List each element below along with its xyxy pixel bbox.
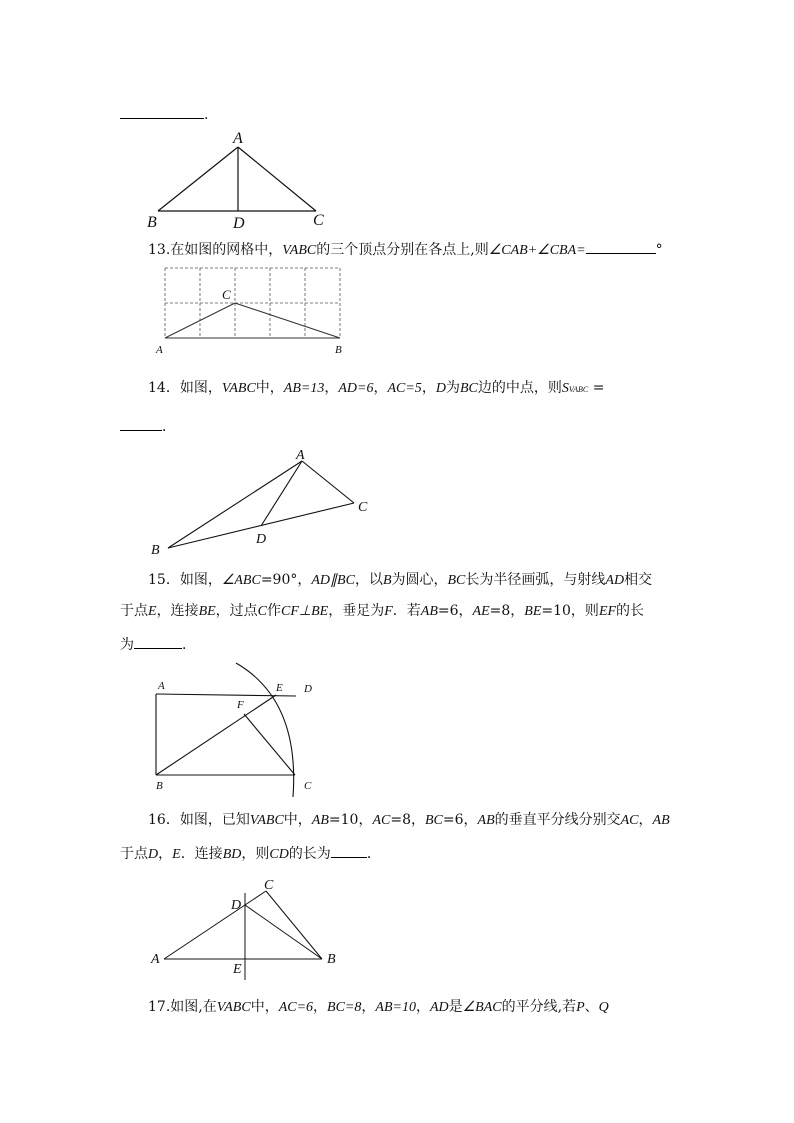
condition-ac: AC=5 — [387, 381, 422, 396]
question-text: ， — [361, 999, 376, 1015]
question-number: 13 — [148, 242, 166, 258]
label-b: B — [147, 214, 157, 231]
label-a: A — [233, 130, 243, 147]
period: ． — [182, 637, 196, 653]
figure-12-triangle — [158, 147, 316, 211]
answer-blank — [331, 845, 367, 858]
question-text: 中， — [250, 999, 279, 1015]
figure-13-grid — [165, 268, 340, 338]
segment-bc: BC — [447, 573, 466, 588]
question-number: 16 — [148, 812, 166, 828]
question-text: ， — [158, 846, 173, 862]
segment-ab: AB — [311, 813, 329, 828]
question-text: ，过点 — [215, 603, 258, 619]
question-text: ．如图， — [165, 572, 222, 588]
question-text: ， — [638, 812, 653, 828]
triangle-notation: VABC — [282, 243, 317, 258]
question-text: =6， — [442, 812, 478, 828]
edge-ac — [164, 891, 266, 959]
segment-ab: AB — [420, 604, 438, 619]
point-c: C — [257, 604, 268, 619]
period: . — [204, 107, 209, 123]
question-16-line-2 — [120, 845, 381, 862]
triangle-notation: VABC — [216, 1000, 251, 1015]
label-b: B — [156, 780, 163, 792]
question-text: 为 — [120, 637, 134, 653]
angle-notation: ∠BAC — [462, 1000, 502, 1015]
question-text: 中， — [255, 380, 284, 396]
equals-sign: = — [592, 380, 605, 396]
parallel-notation: AD∥BC — [311, 573, 355, 588]
segment-bc: BC — [459, 381, 478, 396]
question-text: 的长 — [616, 603, 645, 619]
question-text: 为圆心， — [391, 572, 448, 588]
question-text: ，以 — [354, 572, 383, 588]
question-text: =6， — [437, 603, 473, 619]
condition-bc: BC=8 — [327, 1000, 362, 1015]
segment-ac: AC — [372, 813, 391, 828]
question-text: =8， — [489, 603, 525, 619]
question-text: ．连接 — [180, 846, 223, 862]
question-text: ．若 — [392, 603, 421, 619]
question-text: 的长为 — [288, 846, 331, 862]
segment-cf — [244, 714, 295, 775]
figure-15 — [156, 663, 296, 797]
area-subscript: VABC — [568, 385, 589, 394]
condition-ad: AD=6 — [338, 381, 374, 396]
question-text: ， — [313, 999, 328, 1015]
point-p: P — [576, 1000, 585, 1015]
label-e: E — [233, 962, 242, 977]
question-15-line-3 — [120, 636, 196, 652]
segment-cd: CD — [269, 847, 289, 862]
question-number: 14 — [148, 380, 166, 396]
answer-blank — [134, 636, 182, 649]
question-number: 17 — [148, 999, 166, 1015]
label-d: D — [233, 215, 245, 232]
question-text: 长为半径画弧，与射线 — [465, 572, 606, 588]
edge-ab — [158, 147, 238, 211]
condition-ab: AB=13 — [283, 381, 325, 396]
figure-16 — [164, 891, 322, 980]
figure-13-triangle — [165, 303, 340, 338]
question-text: 是 — [448, 999, 463, 1015]
angle-expression: ∠CAB+∠CBA= — [488, 243, 586, 258]
edge-bc — [266, 891, 322, 959]
question-text: ，则 — [241, 846, 270, 862]
question-text: 于点 — [120, 603, 148, 619]
condition-ac: AC=6 — [278, 1000, 314, 1015]
edge-ac — [238, 147, 316, 211]
question-17 — [148, 1000, 609, 1015]
label-e: E — [276, 682, 283, 694]
segment-ad: AD — [429, 1000, 449, 1015]
question-15-line-2 — [120, 604, 644, 619]
segment-be — [156, 695, 276, 775]
label-a: A — [296, 448, 305, 463]
segment-ef: EF — [598, 604, 617, 619]
question-text: .在如图的网格中， — [165, 242, 283, 258]
label-a: A — [158, 680, 165, 692]
label-b: B — [327, 952, 336, 967]
point-d: D — [435, 381, 446, 396]
arc — [236, 663, 294, 797]
label-b: B — [151, 543, 160, 558]
point-f: F — [384, 604, 393, 619]
question-text: 中， — [283, 812, 312, 828]
question-text: .如图,在 — [165, 999, 217, 1015]
question-16-line-1 — [148, 813, 670, 828]
perpendicular-notation: CF⊥BE — [281, 604, 329, 619]
segment-ab: AB — [477, 813, 495, 828]
segment-be: BE — [198, 604, 216, 619]
degree-symbol: ° — [655, 242, 663, 258]
question-text: ．如图， — [165, 380, 222, 396]
question-text: 作 — [267, 603, 282, 619]
question-text: =10，则 — [541, 603, 599, 619]
label-f: F — [237, 699, 244, 711]
question-14: 14．如图，VABC中，AB=13，AD=6，AC=5，D为BC边的中点，则SVABC = — [148, 380, 605, 396]
triangle-notation: VABC — [249, 813, 284, 828]
label-c: C — [313, 212, 324, 229]
question-text: ， — [415, 999, 430, 1015]
label-c: C — [222, 287, 231, 302]
question-text: 边的中点，则 — [477, 380, 562, 396]
label-d: D — [231, 898, 242, 913]
segment-bd — [245, 905, 322, 959]
point-d: D — [148, 847, 159, 862]
label-c: C — [358, 500, 368, 515]
segment-ae: AE — [472, 604, 490, 619]
label-a: A — [156, 344, 163, 356]
ray-ad: AD — [605, 573, 625, 588]
answer-blank — [586, 241, 656, 254]
label-c: C — [304, 780, 312, 792]
segment-bd: BD — [222, 847, 242, 862]
point-q: Q — [598, 1000, 609, 1015]
question-text: ．如图，已知 — [165, 812, 250, 828]
point-b: B — [382, 573, 392, 588]
label-c: C — [264, 878, 274, 893]
label-b: B — [335, 344, 342, 356]
question-13 — [148, 241, 663, 258]
question-number: 15 — [148, 572, 166, 588]
segment-ac: AC — [620, 813, 639, 828]
angle-notation: ∠ABC — [221, 573, 261, 588]
answer-blank — [120, 418, 162, 431]
segment-bc: BC — [424, 813, 443, 828]
question-text: 的垂直平分线分别交 — [494, 812, 621, 828]
point-e: E — [172, 847, 181, 862]
segment-ab: AB — [652, 813, 670, 828]
question-text: =10， — [328, 812, 373, 828]
question-14-answer — [120, 418, 176, 434]
question-text: 的平分线,若 — [501, 999, 577, 1015]
triangle-notation: VABC — [221, 381, 256, 396]
question-text: =90°， — [260, 572, 312, 588]
area-symbol: S — [561, 381, 569, 396]
label-a: A — [151, 952, 160, 967]
condition-ab: AB=10 — [375, 1000, 416, 1015]
period: ． — [366, 846, 381, 862]
question-text: ，连接 — [156, 603, 199, 619]
label-d: D — [304, 683, 312, 695]
question-text: 于点 — [120, 846, 148, 862]
question-text: 为 — [445, 380, 460, 396]
segment-be: BE — [524, 604, 542, 619]
label-d: D — [256, 532, 267, 547]
period: ． — [162, 419, 176, 435]
question-text: 的三个顶点分别在各点上,则 — [316, 242, 489, 258]
question-15-line-1 — [148, 573, 652, 588]
question-text: 相交 — [624, 572, 653, 588]
question-text: ，垂足为 — [328, 603, 385, 619]
question-text: =8， — [390, 812, 425, 828]
point-e: E — [148, 604, 157, 619]
question-text: 、 — [584, 999, 599, 1015]
